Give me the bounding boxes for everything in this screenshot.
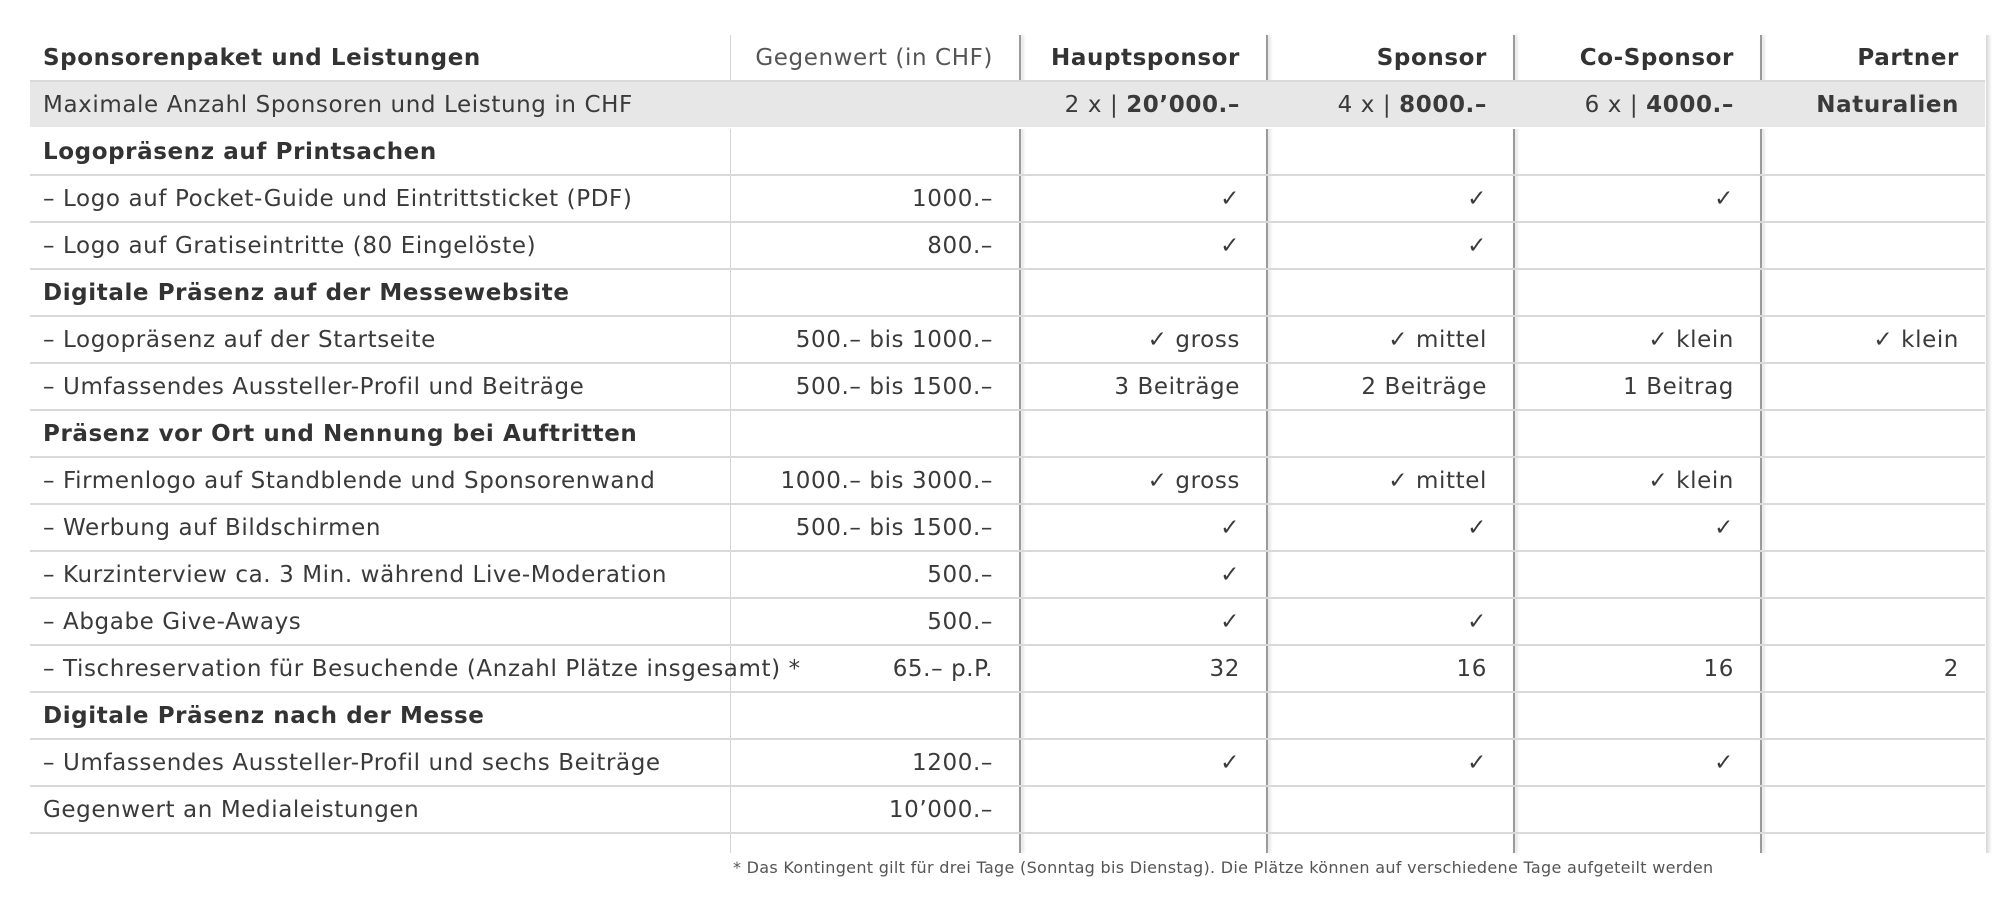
cell-hauptsponsor: ✓ gross xyxy=(1019,457,1266,504)
max-amount: Naturalien xyxy=(1816,91,1959,118)
max-sponsors-value xyxy=(730,81,1019,128)
cell-co-sponsor xyxy=(1513,598,1760,645)
table-row xyxy=(30,786,1985,833)
max-count: 6 x | xyxy=(1584,91,1647,118)
cell-sponsor xyxy=(1266,269,1513,316)
cell-sponsor: ✓ xyxy=(1266,175,1513,222)
cell-partner xyxy=(1760,551,1985,598)
cell-hauptsponsor: ✓ xyxy=(1019,598,1266,645)
cell-sponsor: ✓ mittel xyxy=(1266,457,1513,504)
cell-hauptsponsor: ✓ gross xyxy=(1019,316,1266,363)
section-title: Präsenz vor Ort und Nennung bei Auftritten xyxy=(30,410,730,457)
row-value: 1000.– xyxy=(730,175,1019,222)
cell-hauptsponsor: ✓ xyxy=(1019,551,1266,598)
cell-hauptsponsor: ✓ xyxy=(1019,504,1266,551)
cell-sponsor: ✓ xyxy=(1266,598,1513,645)
cell-co-sponsor: ✓ xyxy=(1513,739,1760,786)
table-row xyxy=(30,316,1985,363)
row-value: 1000.– bis 3000.– xyxy=(730,457,1019,504)
cell-sponsor: 16 xyxy=(1266,645,1513,692)
cell-hauptsponsor: ✓ xyxy=(1019,175,1266,222)
cell-hauptsponsor: ✓ xyxy=(1019,739,1266,786)
max-count: 2 x | xyxy=(1064,91,1127,118)
row-label: – Umfassendes Aussteller-Profil und sechs Beiträge xyxy=(30,739,730,786)
table-row xyxy=(30,363,1985,410)
footnote: * Das Kontingent gilt für drei Tage (Sonntag bis Dienstag). Die Plätze können auf verschiedene Tage aufgeteilt werden xyxy=(733,858,1714,877)
cell-partner xyxy=(1760,786,1985,833)
cell-sponsor: ✓ xyxy=(1266,504,1513,551)
cell-hauptsponsor: 3 Beiträge xyxy=(1019,363,1266,410)
table-row xyxy=(30,551,1985,598)
cell-partner xyxy=(1760,222,1985,269)
cell-sponsor xyxy=(1266,786,1513,833)
cell-co-sponsor: ✓ xyxy=(1513,175,1760,222)
row-value: 500.– xyxy=(730,598,1019,645)
table-row xyxy=(30,457,1985,504)
header-value-label: Gegenwert (in CHF) xyxy=(730,35,1019,81)
cell-partner: 2 xyxy=(1760,645,1985,692)
row-label: – Firmenlogo auf Standblende und Sponsorenwand xyxy=(30,457,730,504)
sponsorship-table xyxy=(30,35,1985,834)
cell-co-sponsor xyxy=(1513,222,1760,269)
section-row xyxy=(30,410,1985,457)
section-title: Digitale Präsenz nach der Messe xyxy=(30,692,730,739)
header-sponsor: Sponsor xyxy=(1266,35,1513,81)
header-package-label: Sponsorenpaket und Leistungen xyxy=(30,35,730,81)
table-row xyxy=(30,175,1985,222)
row-label: – Logopräsenz auf der Startseite xyxy=(30,316,730,363)
table-edge-shadow xyxy=(1986,35,1992,853)
cell-co-sponsor xyxy=(1513,410,1760,457)
table-body xyxy=(30,35,1985,833)
header-hauptsponsor: Hauptsponsor xyxy=(1019,35,1266,81)
cell-hauptsponsor xyxy=(1019,692,1266,739)
row-value: 500.– bis 1500.– xyxy=(730,363,1019,410)
table-row xyxy=(30,598,1985,645)
row-value xyxy=(730,128,1019,175)
max-count: 4 x | xyxy=(1337,91,1400,118)
cell-co-sponsor: 1 Beitrag xyxy=(1513,363,1760,410)
cell-co-sponsor xyxy=(1513,551,1760,598)
cell-partner: ✓ klein xyxy=(1760,316,1985,363)
cell-co-sponsor: ✓ xyxy=(1513,504,1760,551)
cell-sponsor xyxy=(1266,410,1513,457)
table-row xyxy=(30,645,1985,692)
cell-co-sponsor: ✓ klein xyxy=(1513,457,1760,504)
cell-partner xyxy=(1760,504,1985,551)
table-row xyxy=(30,739,1985,786)
cell-partner xyxy=(1760,692,1985,739)
row-value: 500.– bis 1000.– xyxy=(730,316,1019,363)
table-row xyxy=(30,222,1985,269)
max-cell-co-sponsor xyxy=(1513,81,1760,128)
row-label: – Kurzinterview ca. 3 Min. während Live-Moderation xyxy=(30,551,730,598)
cell-sponsor xyxy=(1266,128,1513,175)
cell-co-sponsor xyxy=(1513,692,1760,739)
row-label: – Umfassendes Aussteller-Profil und Beiträge xyxy=(30,363,730,410)
row-value: 65.– p.P. xyxy=(730,645,1019,692)
cell-hauptsponsor xyxy=(1019,269,1266,316)
cell-sponsor xyxy=(1266,692,1513,739)
cell-co-sponsor: 16 xyxy=(1513,645,1760,692)
row-value xyxy=(730,692,1019,739)
table-header-row xyxy=(30,35,1985,81)
max-cell-hauptsponsor xyxy=(1019,81,1266,128)
section-title: Digitale Präsenz auf der Messewebsite xyxy=(30,269,730,316)
cell-partner xyxy=(1760,457,1985,504)
row-label: – Logo auf Gratiseintritte (80 Eingelöste) xyxy=(30,222,730,269)
header-co-sponsor: Co-Sponsor xyxy=(1513,35,1760,81)
max-amount: 20’000.– xyxy=(1126,91,1240,118)
row-value: 800.– xyxy=(730,222,1019,269)
cell-co-sponsor xyxy=(1513,269,1760,316)
cell-co-sponsor xyxy=(1513,128,1760,175)
cell-hauptsponsor: 32 xyxy=(1019,645,1266,692)
cell-partner xyxy=(1760,363,1985,410)
cell-hauptsponsor xyxy=(1019,128,1266,175)
table-row xyxy=(30,504,1985,551)
cell-sponsor: ✓ xyxy=(1266,739,1513,786)
cell-sponsor xyxy=(1266,551,1513,598)
max-cell-partner xyxy=(1760,81,1985,128)
cell-partner xyxy=(1760,410,1985,457)
header-partner: Partner xyxy=(1760,35,1985,81)
cell-partner xyxy=(1760,128,1985,175)
cell-hauptsponsor xyxy=(1019,786,1266,833)
row-value: 500.– bis 1500.– xyxy=(730,504,1019,551)
row-label: – Logo auf Pocket-Guide und Eintrittsticket (PDF) xyxy=(30,175,730,222)
cell-partner xyxy=(1760,739,1985,786)
section-row xyxy=(30,692,1985,739)
cell-sponsor: 2 Beiträge xyxy=(1266,363,1513,410)
cell-sponsor: ✓ xyxy=(1266,222,1513,269)
row-value: 500.– xyxy=(730,551,1019,598)
row-value xyxy=(730,410,1019,457)
max-sponsors-row xyxy=(30,81,1985,128)
row-label: – Abgabe Give-Aways xyxy=(30,598,730,645)
row-value: 10’000.– xyxy=(730,786,1019,833)
cell-co-sponsor: ✓ klein xyxy=(1513,316,1760,363)
cell-co-sponsor xyxy=(1513,786,1760,833)
max-cell-sponsor xyxy=(1266,81,1513,128)
cell-partner xyxy=(1760,175,1985,222)
section-row xyxy=(30,128,1985,175)
section-title: Logopräsenz auf Printsachen xyxy=(30,128,730,175)
row-value: 1200.– xyxy=(730,739,1019,786)
cell-partner xyxy=(1760,598,1985,645)
row-label: Gegenwert an Medialeistungen xyxy=(30,786,730,833)
section-row xyxy=(30,269,1985,316)
cell-hauptsponsor xyxy=(1019,410,1266,457)
cell-hauptsponsor: ✓ xyxy=(1019,222,1266,269)
cell-sponsor: ✓ mittel xyxy=(1266,316,1513,363)
max-sponsors-label: Maximale Anzahl Sponsoren und Leistung in CHF xyxy=(30,81,730,128)
row-label: – Tischreservation für Besuchende (Anzahl Plätze insgesamt) * xyxy=(30,645,730,692)
row-value xyxy=(730,269,1019,316)
cell-partner xyxy=(1760,269,1985,316)
max-amount: 4000.– xyxy=(1646,91,1734,118)
row-label: – Werbung auf Bildschirmen xyxy=(30,504,730,551)
max-amount: 8000.– xyxy=(1399,91,1487,118)
